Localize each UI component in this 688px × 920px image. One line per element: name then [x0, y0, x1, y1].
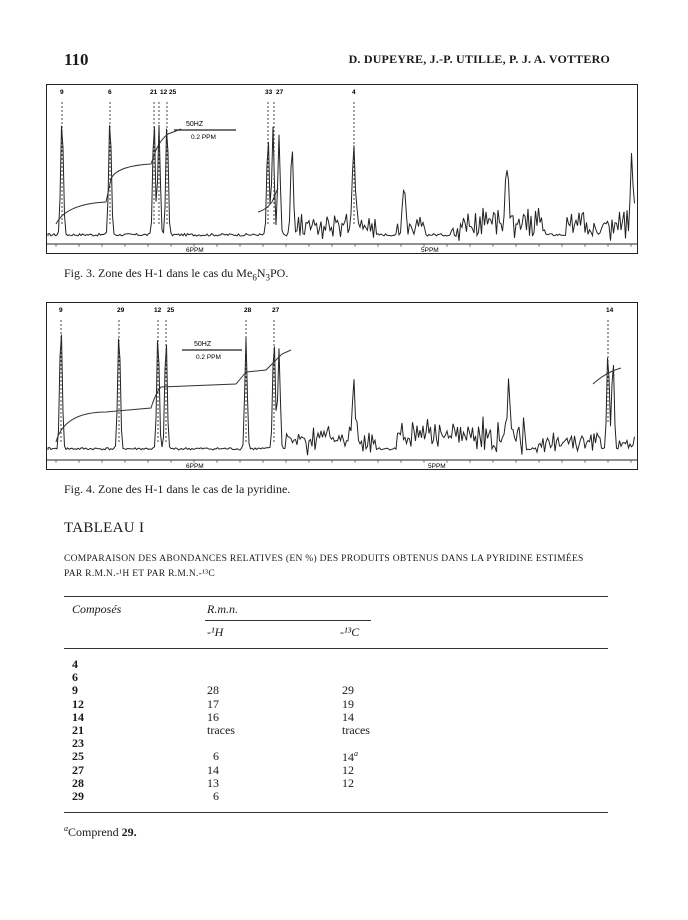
- footnote-compound: 29.: [121, 825, 137, 839]
- table-cell-13c-footnote: a: [354, 749, 358, 759]
- figure-4-svg: [46, 302, 638, 470]
- table-cell-compound: 29: [72, 789, 84, 803]
- fig4-caption-text: Zone des H-1 dans le cas de la pyridine.: [98, 482, 291, 496]
- fig3-scale-ppm: 0.2 PPM: [191, 134, 216, 141]
- table-cell-compound: 23: [72, 736, 84, 751]
- peak-label: 21: [150, 89, 158, 96]
- table-header-rmn: R.m.n.: [207, 602, 238, 616]
- figure-3-svg: [46, 84, 638, 254]
- fig3-caption-sub2: 3: [265, 272, 270, 283]
- page-number: 110: [64, 50, 89, 69]
- table-cell-compound: 9: [72, 683, 78, 698]
- table-cell-13c: [342, 723, 370, 738]
- fig3-caption-prefix: Fig. 3.: [64, 266, 96, 280]
- peak-label: 28: [244, 307, 252, 314]
- table-cell-1h: 6: [213, 789, 219, 803]
- table-cell-1h: 16: [207, 709, 219, 724]
- table-subtitle-line1: COMPARAISON DES ABONDANCES RELATIVES (EN %) DES PRODUITS OBTENUS DANS LA PYRIDINE ESTIMÉES: [64, 554, 584, 564]
- fig4-axis-6ppm: 6PPM: [186, 463, 204, 470]
- table-cell-1h: 28: [207, 683, 219, 698]
- table-cell-1h: 13: [207, 775, 219, 790]
- table-header-rule: [64, 648, 608, 649]
- running-header-authors: D. DUPEYRE, J.-P. UTILLE, P. J. A. VOTTERO: [348, 52, 610, 66]
- peak-label: 12: [154, 307, 162, 314]
- fig3-axis-5ppm: 5PPM: [421, 247, 439, 254]
- footnote-mark: a: [64, 824, 68, 833]
- peak-label: 9: [59, 307, 63, 314]
- figure-4-caption: [64, 482, 290, 497]
- fig3-caption-end: PO.: [269, 266, 289, 280]
- table-cell-compound: 6: [72, 670, 78, 685]
- footnote-text: Comprend: [68, 825, 122, 839]
- fig3-caption-mid: N: [256, 266, 266, 280]
- figure-3-spectrum: [46, 84, 638, 254]
- table-cell-13c-value: 12: [342, 762, 354, 777]
- table-cell-compound: 14: [72, 709, 84, 724]
- fig4-scale-hz: 50HZ: [194, 341, 212, 348]
- peak-label: 27: [272, 307, 280, 314]
- table-cell-13c-value: 14: [342, 709, 354, 724]
- fig4-scale-ppm: 0.2 PPM: [196, 354, 221, 361]
- table-cell-compound: 27: [72, 762, 84, 777]
- peak-label: 14: [606, 307, 614, 314]
- integral-curve: [56, 350, 291, 442]
- peak-label: 29: [117, 307, 125, 314]
- table-cell-13c: [342, 776, 354, 791]
- table-cell-compound: 12: [72, 696, 84, 711]
- table-cell-1h: 17: [207, 696, 219, 711]
- table-cell-13c-value: 29: [342, 683, 354, 698]
- table-cell-13c-value: 19: [342, 696, 354, 711]
- fig4-caption-prefix: Fig. 4.: [64, 482, 96, 496]
- table-cell-compound: 21: [72, 723, 84, 737]
- peak-label: 25: [169, 89, 177, 96]
- table-cell-compound: 4: [72, 657, 78, 671]
- figure-3-caption: [64, 266, 288, 282]
- table-title: TABLEAU I: [64, 520, 145, 536]
- table-subtitle-line2: PAR R.M.N.-¹H ET PAR R.M.N.-¹³C: [64, 569, 216, 579]
- table-cell-1h: 14: [207, 762, 219, 777]
- table-subtitle: [64, 552, 624, 582]
- table-cell-13c-value: 12: [342, 775, 354, 790]
- integral-curve: [56, 129, 181, 224]
- table-cell-compound: 25: [72, 749, 84, 764]
- table-cell-13c-value: traces: [342, 723, 370, 737]
- table-top-rule: [64, 596, 608, 597]
- table-cell-1h: traces: [207, 723, 235, 737]
- fig4-axis-5ppm: 5PPM: [428, 463, 446, 470]
- peak-label: 9: [60, 89, 64, 96]
- table-header-compound: Composés: [72, 602, 122, 616]
- peak-label: 12: [160, 89, 168, 96]
- peak-label: 6: [108, 89, 112, 96]
- table-header-1h: -¹H: [207, 625, 224, 639]
- peak-label: 25: [167, 307, 175, 314]
- table-cell-13c-value: 14: [342, 750, 354, 765]
- spectrum-trace: [48, 125, 635, 241]
- peak-label: 33: [265, 89, 273, 96]
- table-cell-1h: 6: [213, 749, 219, 764]
- table-group-rule: [205, 620, 371, 621]
- peak-label: 27: [276, 89, 284, 96]
- fig3-scale-hz: 50HZ: [186, 121, 204, 128]
- fig3-caption-sub1: 6: [252, 272, 257, 283]
- table-footnote: [64, 824, 137, 840]
- fig3-caption-text: Zone des H-1 dans le cas du Me: [98, 266, 253, 280]
- peak-label: 4: [352, 89, 356, 96]
- figure-4-spectrum: [46, 302, 638, 470]
- table-header-13c: -¹³C: [340, 625, 360, 639]
- table-cell-compound: 28: [72, 775, 84, 790]
- spectrum-trace: [48, 335, 635, 456]
- fig3-axis-6ppm: 6PPM: [186, 247, 204, 254]
- table-bottom-rule: [64, 812, 608, 813]
